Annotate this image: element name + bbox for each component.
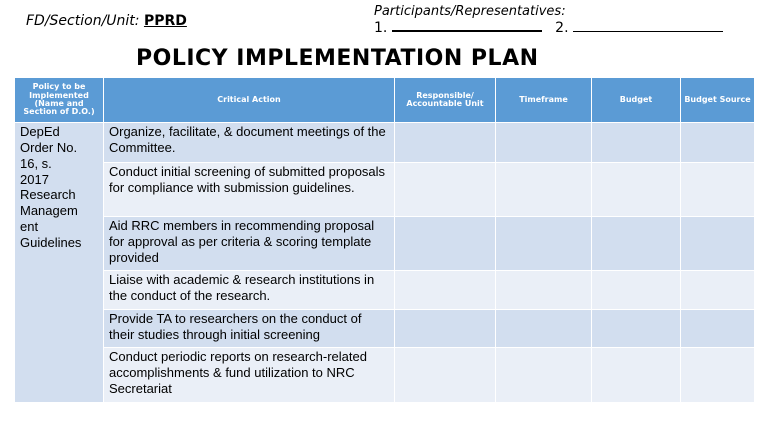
policy-line: 16, s. <box>20 155 52 171</box>
responsible-cell[interactable] <box>395 163 496 217</box>
table-row <box>15 163 755 217</box>
budget-cell[interactable] <box>592 163 681 217</box>
policy-line: ent <box>20 219 39 235</box>
table-row <box>15 217 755 271</box>
timeframe-cell[interactable] <box>496 310 592 348</box>
timeframe-cell[interactable] <box>496 163 592 217</box>
policy-line: Guidelines <box>20 235 82 251</box>
fd-section-unit <box>26 13 187 29</box>
header-policy: Policy to be Implemented (Name and Section of D.O.) <box>15 78 104 123</box>
policy-line: DepEd <box>20 124 60 139</box>
table-row <box>15 123 755 163</box>
budget-source-cell[interactable] <box>681 163 755 217</box>
policy-cell <box>15 123 104 403</box>
responsible-cell[interactable] <box>395 217 496 271</box>
critical-action-cell: Organize, facilitate, & document meetings of the Committee. <box>104 123 395 163</box>
policy-line: 2017 <box>20 171 49 187</box>
participant-2-blank[interactable] <box>573 31 723 32</box>
budget-source-cell[interactable] <box>681 310 755 348</box>
implementation-plan-table <box>14 77 755 403</box>
table-row <box>15 310 755 348</box>
budget-cell[interactable] <box>592 217 681 271</box>
responsible-cell[interactable] <box>395 310 496 348</box>
timeframe-cell[interactable] <box>496 217 592 271</box>
participant-1-number: 1. <box>374 20 388 36</box>
critical-action-cell: Liaise with academic & research institutions in the conduct of the research. <box>104 271 395 310</box>
timeframe-cell[interactable] <box>496 271 592 310</box>
budget-cell[interactable] <box>592 123 681 163</box>
fd-colon: : <box>134 13 140 29</box>
table-header-row <box>15 78 755 123</box>
critical-action-cell: Conduct periodic reports on research-related accomplishments & fund utilization to NRC Secretariat <box>104 348 395 403</box>
header-budget: Budget <box>592 78 681 123</box>
responsible-cell[interactable] <box>395 348 496 403</box>
fd-unit-value: PPRD <box>143 13 187 29</box>
policy-line: Managem <box>20 203 78 219</box>
critical-action-cell: Conduct initial screening of submitted proposals for compliance with submission guidelines. <box>104 163 395 217</box>
budget-cell[interactable] <box>592 271 681 310</box>
responsible-cell[interactable] <box>395 271 496 310</box>
participant-1-blank[interactable] <box>392 30 542 32</box>
table-row <box>15 271 755 310</box>
header-responsible-unit: Responsible/ Accountable Unit <box>395 78 496 123</box>
header-budget-source: Budget Source <box>681 78 755 123</box>
budget-source-cell[interactable] <box>681 348 755 403</box>
budget-cell[interactable] <box>592 348 681 403</box>
budget-source-cell[interactable] <box>681 123 755 163</box>
fd-label: FD/Section/Unit <box>26 13 135 29</box>
policy-line: Research <box>20 187 76 203</box>
critical-action-cell: Provide TA to researchers on the conduct of their studies through initial screening <box>104 310 395 348</box>
budget-source-cell[interactable] <box>681 217 755 271</box>
participants-row <box>374 20 723 36</box>
policy-line: Order No. <box>20 139 78 155</box>
budget-source-cell[interactable] <box>681 271 755 310</box>
timeframe-cell[interactable] <box>496 348 592 403</box>
header-timeframe: Timeframe <box>496 78 592 123</box>
header-critical-action: Critical Action <box>104 78 395 123</box>
participant-2-number: 2. <box>555 20 569 36</box>
table-row <box>15 348 755 403</box>
critical-action-cell: Aid RRC members in recommending proposal for approval as per criteria & scoring template provided <box>104 217 395 271</box>
budget-cell[interactable] <box>592 310 681 348</box>
timeframe-cell[interactable] <box>496 123 592 163</box>
participants-label: Participants/Representatives: <box>374 4 566 19</box>
page-title: POLICY IMPLEMENTATION PLAN <box>136 46 539 71</box>
responsible-cell[interactable] <box>395 123 496 163</box>
